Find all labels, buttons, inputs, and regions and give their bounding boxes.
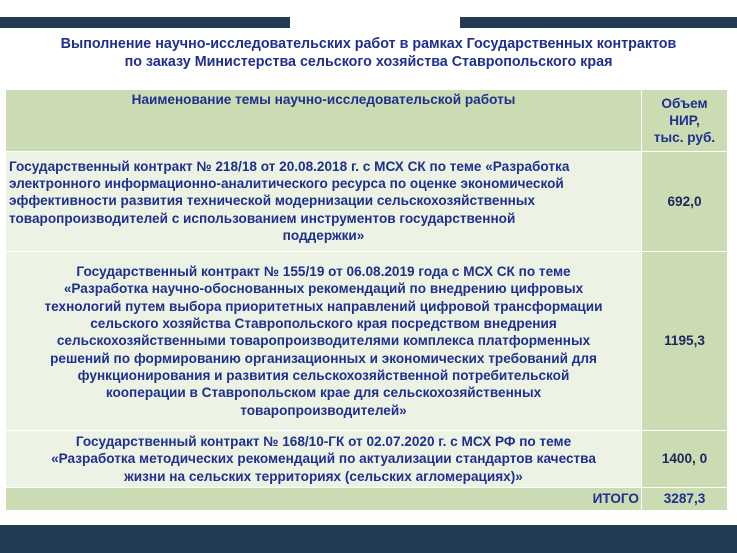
contract-value: 1400, 0 [642, 431, 728, 488]
research-works-table [5, 89, 728, 511]
description-line: жизни на сельских территориях (сельских агломерациях)» [124, 468, 523, 484]
contract-description [6, 252, 642, 431]
table-row [6, 252, 728, 431]
description-line: товаропроизводителей с использованием инструментов государственной [9, 210, 516, 226]
total-label: ИТОГО [6, 488, 642, 511]
description-line: решений по формированию организационных и экономических требований для [50, 350, 597, 366]
header-volume [642, 90, 728, 152]
contract-description [6, 152, 642, 252]
description-line: «Разработка научно-обоснованных рекомендаций по внедрению цифровых [63, 281, 584, 297]
total-row [6, 488, 728, 511]
description-line: сельскохозяйственными товаропроизводителями комплекса платформенных [56, 333, 591, 349]
description-line: кооперации в Ставропольском крае для сельскохозяйственных [105, 385, 542, 401]
top-decor-bar-left [0, 17, 290, 28]
description-line: Государственный контракт № 168/10-ГК от 02.07.2020 г. с МСХ РФ по теме [75, 434, 572, 450]
contract-value: 692,0 [642, 152, 728, 252]
contract-description [6, 431, 642, 488]
total-value: 3287,3 [642, 488, 728, 511]
description-line: технологий путем выбора приоритетных направлений цифровой трансформации [44, 298, 603, 314]
description-line: электронного информационно-аналитического ресурса по оценке экономической [9, 176, 564, 192]
description-line: функционирования и развития сельскохозяйственной потребительской [77, 367, 570, 383]
header-volume-line-2: НИР, [669, 112, 700, 128]
header-volume-line-3: тыс. руб. [653, 130, 716, 146]
page-title [0, 35, 737, 71]
description-line: Государственный контракт № 218/18 от 20.08.2018 г. с МСХ СК по теме «Разработка [9, 158, 570, 174]
page-title-line-1: Выполнение научно-исследовательских работ в рамках Государственных контрактов [60, 36, 677, 52]
table-row [6, 431, 728, 488]
description-line: товаропроизводителей» [240, 402, 407, 418]
table-header-row [6, 90, 728, 152]
header-topic: Наименование темы научно-исследовательской работы [6, 90, 642, 152]
description-line: поддержки» [282, 227, 365, 243]
table-row [6, 152, 728, 252]
top-decor-bar-right [460, 17, 737, 28]
description-line: Государственный контракт № 155/19 от 06.08.2019 года с МСХ СК по теме [76, 264, 571, 280]
description-line: эффективности развития технической модернизации сельскохозяйственных [9, 193, 536, 209]
description-line: «Разработка методических рекомендаций по актуализации стандартов качества [51, 451, 596, 467]
bottom-decor-bar [0, 525, 737, 553]
header-volume-line-1: Объем [661, 95, 708, 111]
contract-value: 1195,3 [642, 252, 728, 431]
description-line: сельского хозяйства Ставропольского края посредством внедрения [90, 316, 557, 332]
page-title-line-2: по заказу Министерства сельского хозяйства Ставропольского края [124, 54, 613, 70]
